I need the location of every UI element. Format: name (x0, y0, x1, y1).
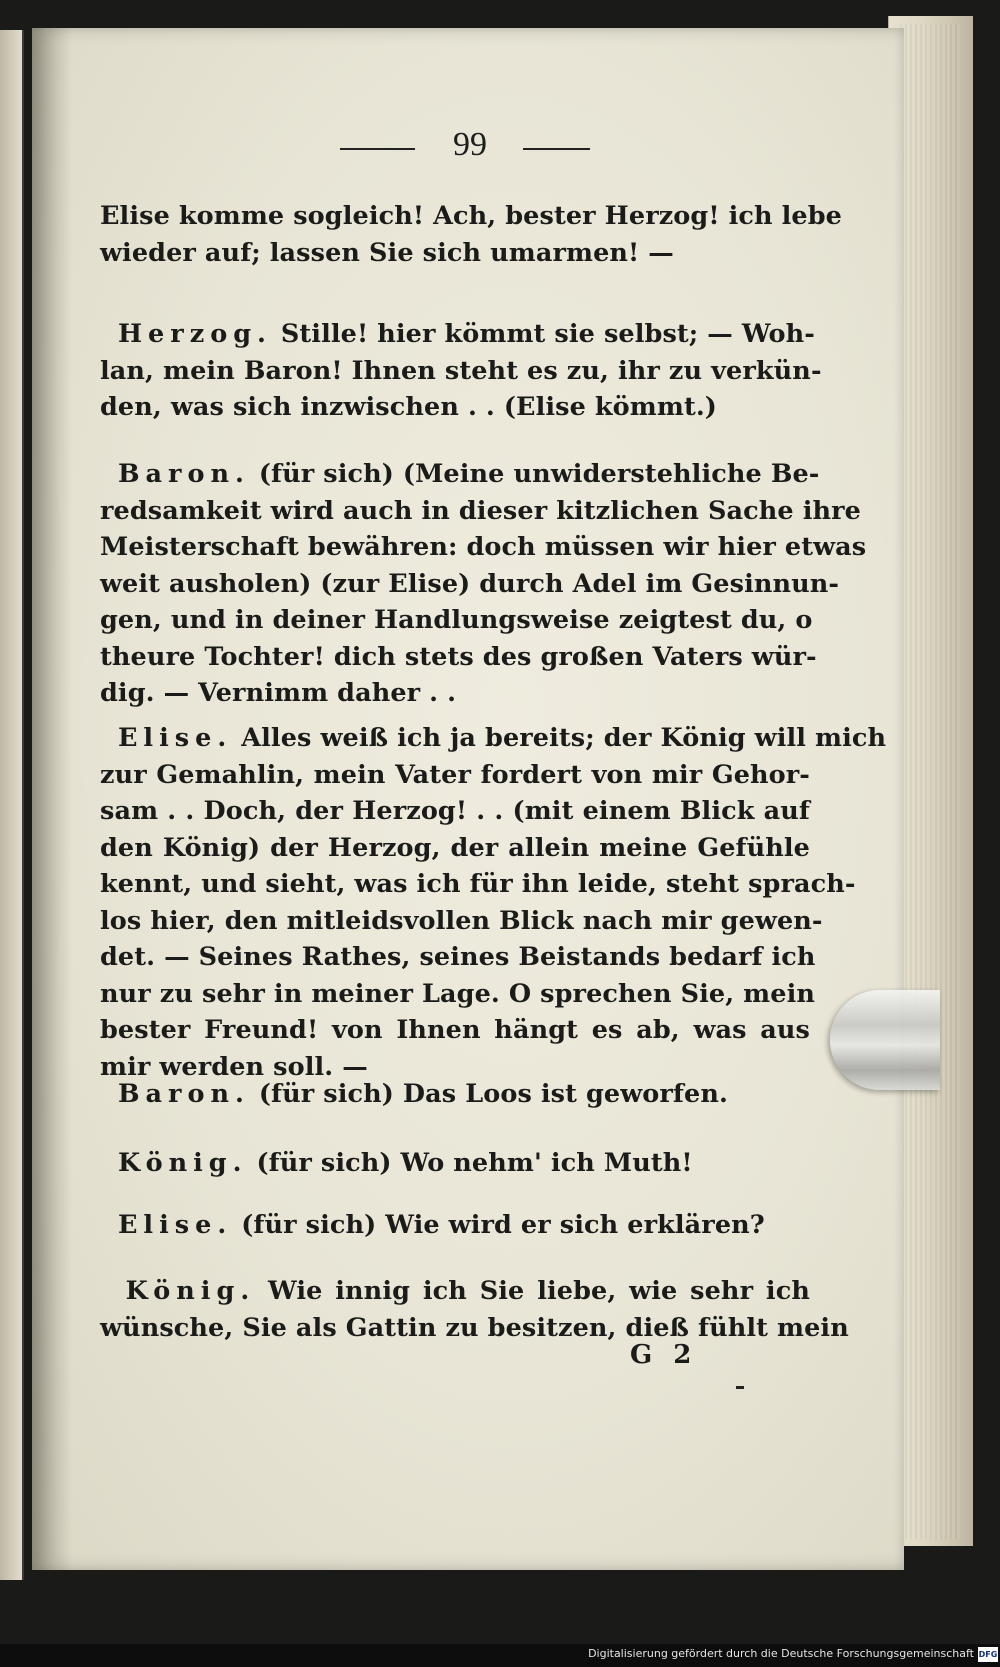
signature-mark: G 2 (630, 1340, 698, 1370)
text-line: kennt, und sieht, was ich für ihn leide, steht sprach- (100, 869, 856, 899)
footer-credit: Digitalisierung gefördert durch die Deutsche Forschungsgemeinschaft (588, 1647, 974, 1660)
text-line: wieder auf; lassen Sie sich umarmen! — (100, 237, 674, 268)
text-line: Elise komme sogleich! Ach, bester Herzog! ich lebe (100, 201, 843, 231)
text-line (100, 1076, 810, 1113)
page-number: 99 (453, 126, 487, 163)
text-line: bester Freund! von Ihnen hängt es ab, was aus (100, 1015, 810, 1045)
page-header (340, 126, 590, 176)
speaker-name: Elise. (117, 723, 233, 753)
line-text: Alles weiß ich ja bereits; der König will mich (241, 723, 887, 753)
text-line (100, 456, 820, 493)
text-line: Meisterschaft bewähren: doch müssen wir hier etwas (100, 532, 867, 562)
header-rule-right (523, 148, 590, 150)
text-line: weit ausholen) (zur Elise) durch Adel im Gesinnun- (100, 568, 840, 599)
speaker-name: Baron. (117, 459, 250, 489)
line-text: (für sich) (Meine unwiderstehliche Be- (258, 459, 820, 489)
text-line (100, 1207, 810, 1244)
paragraph-baron-aside (100, 1076, 810, 1113)
text-line: dig. — Vernimm daher . . (100, 678, 457, 708)
line-text: Stille! hier kömmt sie selbst; — Woh- (280, 319, 815, 349)
header-rule-left (340, 148, 415, 150)
text-line (100, 316, 815, 353)
text-line: wünsche, Sie als Gattin zu besitzen, dieß fühlt mein (100, 1312, 849, 1343)
text-line (100, 1145, 810, 1182)
line-text: (für sich) Das Loos ist geworfen. (258, 1079, 728, 1109)
text-line: den, was sich inzwischen . . (Elise kömmt.) (100, 392, 717, 422)
previous-page-edge (0, 30, 24, 1580)
speaker-name: König. (125, 1276, 256, 1306)
paragraph-herzog (100, 316, 822, 426)
page-clip (830, 990, 940, 1090)
paragraph-koenig (100, 1273, 849, 1346)
text-line (100, 1273, 810, 1310)
text-line: redsamkeit wird auch in dieser kitzlichen Sache ihre (100, 495, 861, 526)
paragraph-elise (100, 720, 887, 1085)
text-line: theure Tochter! dich stets des großen Vaters wür- (100, 641, 817, 672)
footer-bar (0, 1644, 1000, 1667)
paragraph-baron (100, 456, 867, 712)
book-page-edges-texture (900, 24, 960, 1539)
text-line: gen, und in deiner Handlungsweise zeigtest du, o (100, 605, 813, 635)
gutter-shadow (32, 28, 72, 1570)
ink-speck (736, 1386, 744, 1389)
paragraph-continuation (100, 198, 843, 271)
text-line: zur Gemahlin, mein Vater fordert von mir Gehor- (100, 759, 810, 790)
line-text: (für sich) Wo nehm' ich Muth! (256, 1148, 693, 1178)
dfg-logo-icon: DFG (978, 1647, 998, 1662)
text-line: det. — Seines Rathes, seines Beistands bedarf ich (100, 942, 816, 972)
paragraph-koenig-aside (100, 1145, 810, 1182)
speaker-name: König. (117, 1148, 248, 1178)
paragraph-elise-aside (100, 1207, 810, 1244)
text-line: den König) der Herzog, der allein meine Gefühle (100, 832, 810, 863)
text-line: mir werden soll. — (100, 1051, 368, 1082)
speaker-name: Baron. (117, 1079, 250, 1109)
line-text: (für sich) Wie wird er sich erklären? (241, 1210, 765, 1240)
speaker-name: Herzog. (117, 319, 272, 349)
text-line (100, 720, 887, 757)
speaker-name: Elise. (117, 1210, 233, 1240)
text-line: sam . . Doch, der Herzog! . . (mit einem Blick auf (100, 796, 810, 826)
text-line: nur zu sehr in meiner Lage. O sprechen Sie, mein (100, 978, 816, 1009)
text-line: los hier, den mitleidsvollen Blick nach mir gewen- (100, 905, 823, 936)
line-text: Wie innig ich Sie liebe, wie sehr ich (268, 1276, 810, 1306)
text-line: lan, mein Baron! Ihnen steht es zu, ihr zu verkün- (100, 355, 822, 386)
